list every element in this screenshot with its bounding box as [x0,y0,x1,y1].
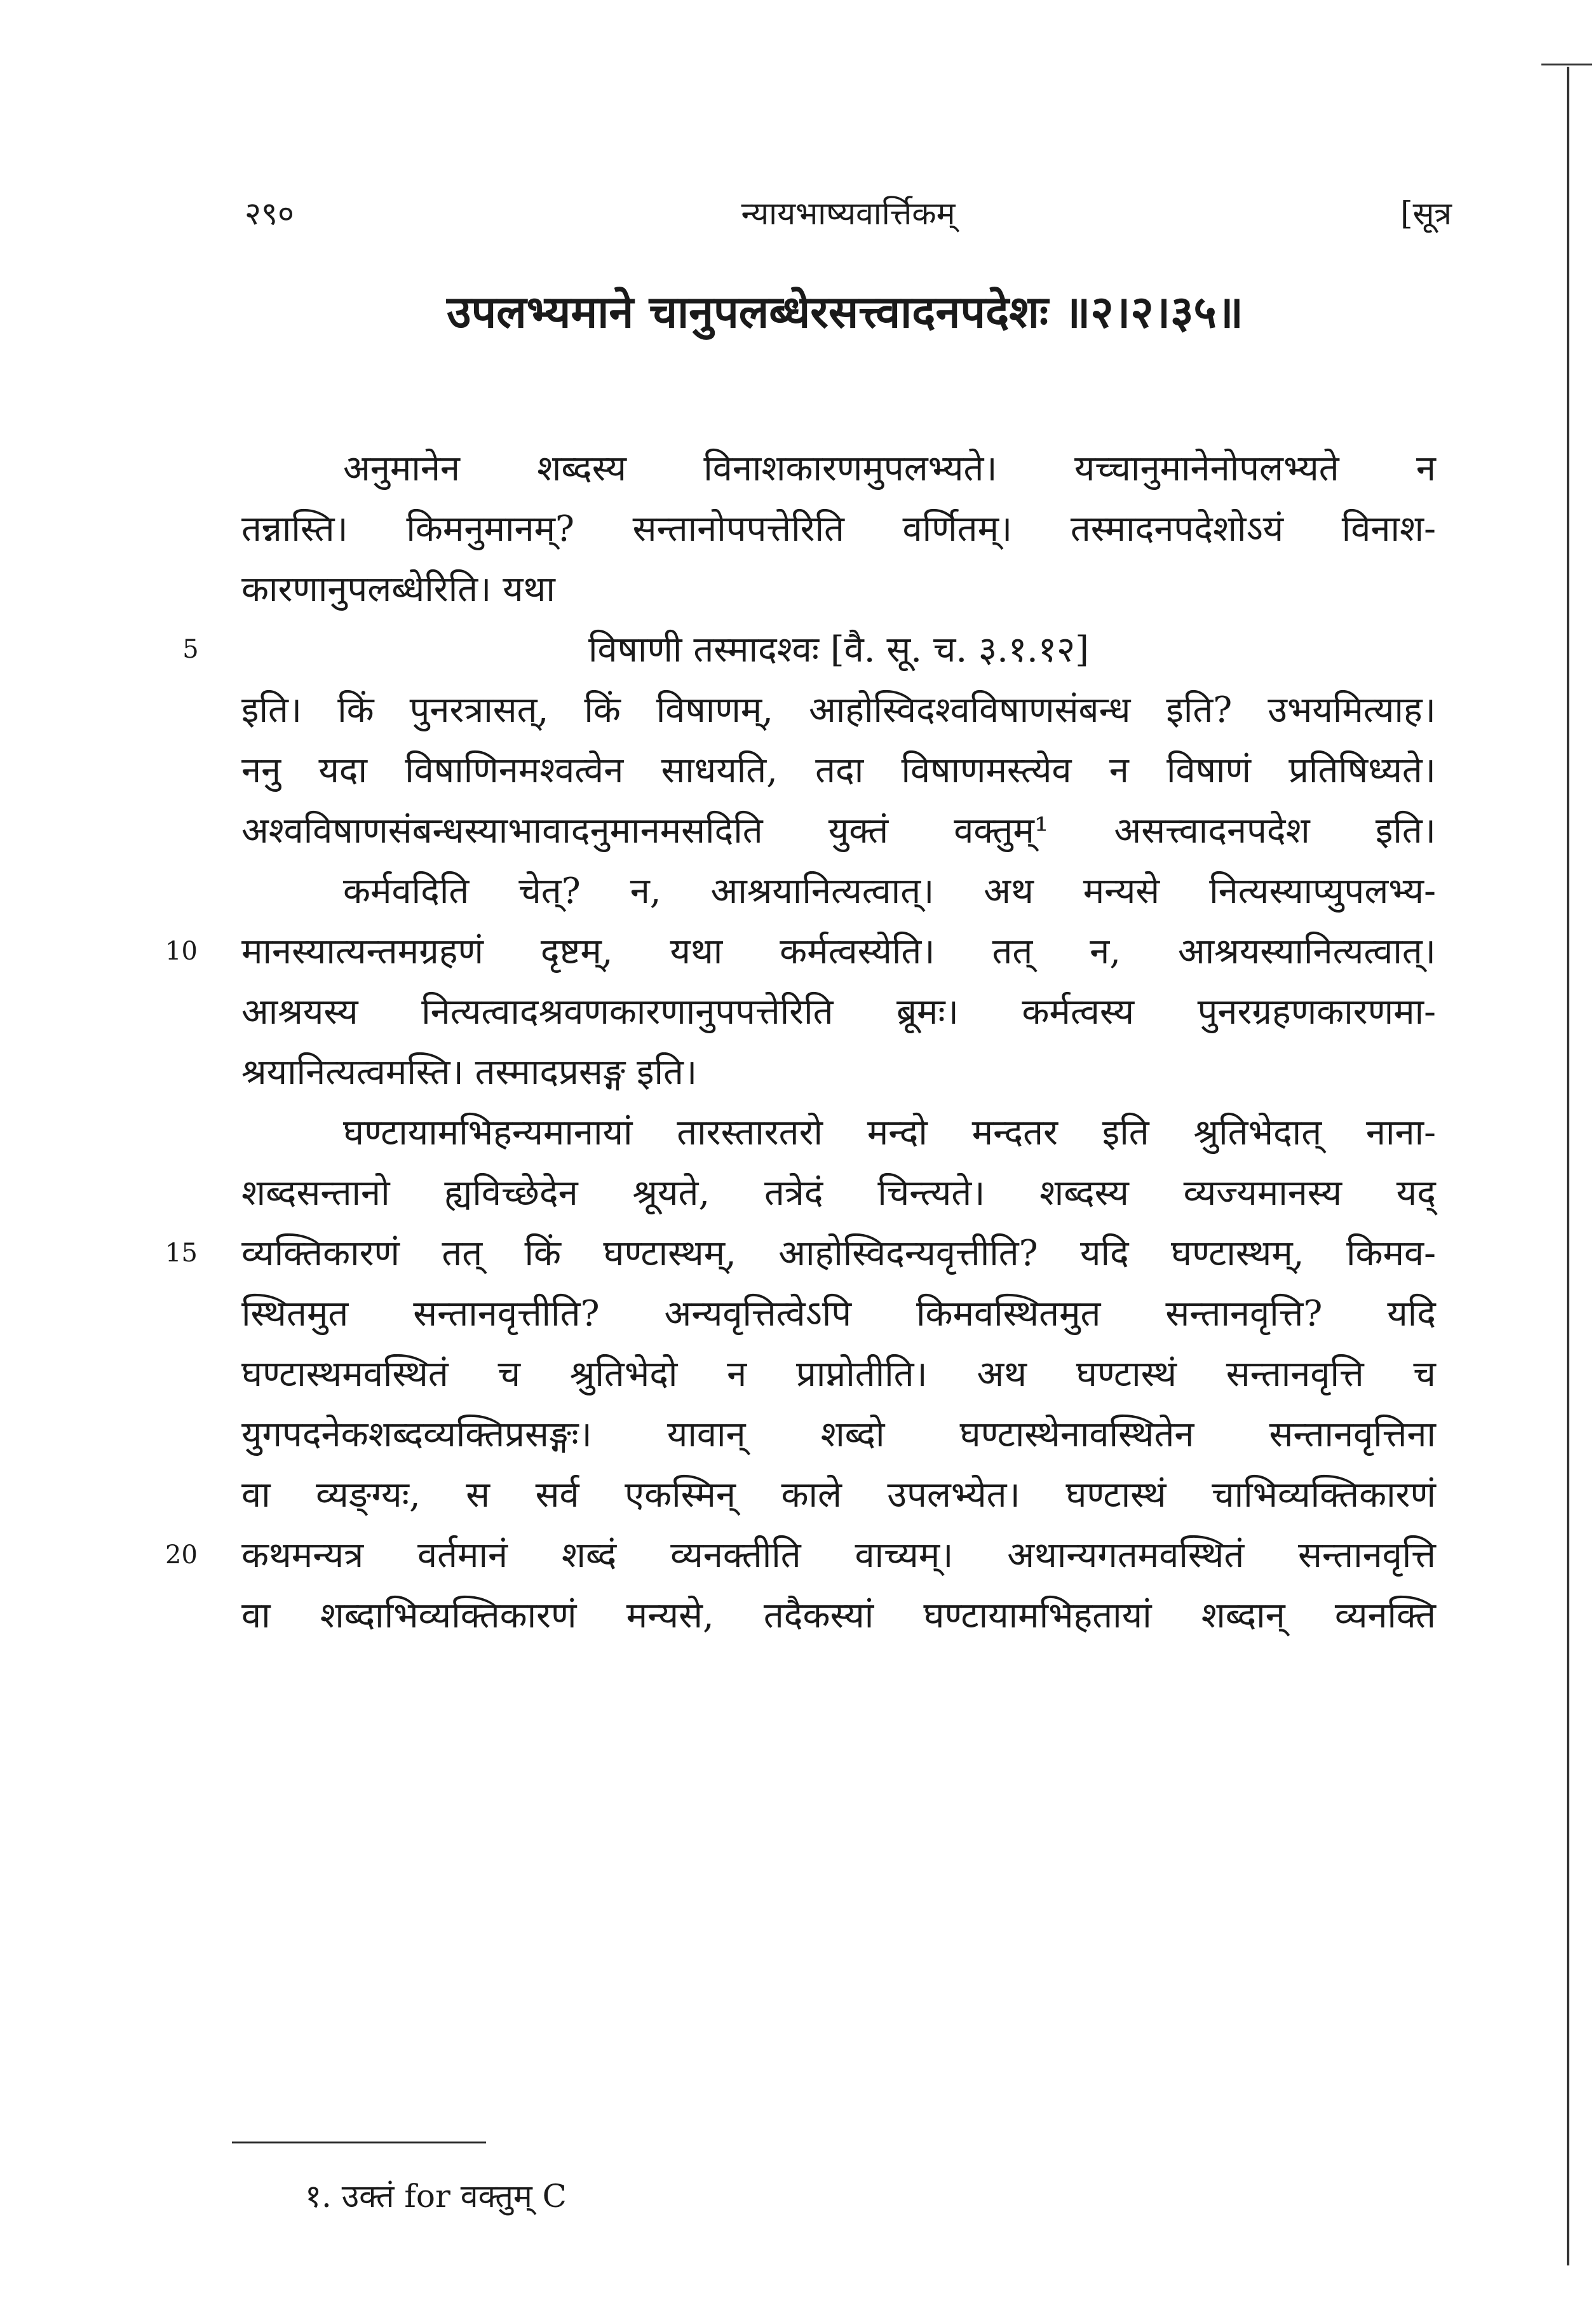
text-line [165,921,1436,982]
text-line [241,1404,1436,1465]
text-line [241,1465,1436,1525]
line-text: कथमन्यत्र वर्तमानं शब्दं व्यनक्तीति वाच्यम्। अथान्यगतमवस्थितं सन्तानवृत्ति [241,1535,1436,1576]
line-text: कर्मवदिति चेत्? न, आश्रयानित्यत्वात्। अथ मन्यसे नित्यस्याप्युपलभ्य- [343,871,1436,912]
text-line-quote [182,620,1436,680]
line-text: तन्नास्ति। किमनुमानम्? सन्तानोपपत्तेरिति वर्णितम्। तस्मादनपदेशोऽयं विनाश- [241,508,1436,550]
running-title: न्यायभाष्यवार्त्तिकम् [741,195,956,232]
text-line [241,1284,1436,1344]
text-line [241,1103,1436,1163]
text-line [241,861,1436,921]
line-text: स्थितमुत सन्तानवृत्तीति? अन्यवृत्तित्वेऽपि किमवस्थितमुत सन्तानवृत्ति? यदि [241,1293,1436,1334]
line-text: युगपदनेकशब्दव्यक्तिप्रसङ्गः। यावान् शब्दो घण्टास्थेनावस्थितेन सन्तानवृत्तिना [241,1414,1436,1455]
text-line [241,740,1436,801]
line-text: अनुमानेन शब्दस्य विनाशकारणमुपलभ्यते। यच्चानुमानेनोपलभ्यते न [343,448,1436,489]
line-text: वा व्यङ्ग्यः, स सर्व एकस्मिन् काले उपलभ्येत। घण्टास्थं चाभिव्यक्तिकारणं [241,1474,1436,1516]
line-text: आश्रयस्य नित्यत्वादश्रवणकारणानुपपत्तेरिति ब्रूमः। कर्मत्वस्य पुनरग्रहणकारणमा- [241,991,1436,1033]
line-number: 20 [165,1540,198,1570]
line-number: 15 [165,1239,198,1268]
page-edge-rule [1567,67,1569,2265]
line-text: वा शब्दाभिव्यक्तिकारणं मन्यसे, तदैकस्यां घण्टायामभिहतायां शब्दान् व्यनक्ति [241,1595,1436,1636]
footnote: १. उक्तं for वक्तुम् C [305,2178,567,2215]
running-head [245,191,1452,241]
line-text: घण्टायामभिहन्यमानायां तारस्तारतरो मन्दो मन्दतर इति श्रुतिभेदात् नाना- [343,1112,1436,1153]
text-line [241,559,1436,620]
line-text: श्रयानित्यत्वमस्ति। तस्मादप्रसङ्ग इति। [241,1052,698,1093]
line-text: मानस्यात्यन्तमग्रहणं दृष्टम्, यथा कर्मत्वस्येति। तत् न, आश्रयस्यानित्यत्वात्। [241,931,1436,972]
text-line [241,499,1436,559]
line-text: व्यक्तिकारणं तत् किं घण्टास्थम्, आहोस्विदन्यवृत्तीति? यदि घण्टास्थम्, किमव- [241,1233,1436,1274]
line-text: ननु यदा विषाणिनमश्वत्वेन साधयति, तदा विषाणमस्त्येव न विषाणं प्रतिषिध्यते। [241,750,1436,791]
footnote-rule [232,2142,486,2143]
commentary-text [165,438,1436,1646]
line-text: इति। किं पुनरत्रासत्, किं विषाणम्, आहोस्विदश्वविषाणसंबन्ध इति? उभयमित्याह। [241,689,1436,731]
line-text: शब्दसन्तानो ह्यविच्छेदेन श्रूयते, तत्रेदं चिन्त्यते। शब्दस्य व्यज्यमानस्य यद् [241,1172,1436,1214]
text-line [165,1525,1436,1585]
text-line [241,1042,1436,1103]
line-number: 5 [182,635,199,664]
page-edge-tick [1541,64,1592,65]
text-line [241,982,1436,1042]
text-line [241,1585,1436,1646]
text-line [165,1223,1436,1284]
text-line [241,438,1436,499]
line-text: विषाणी तस्मादश्वः [वै. सू. च. ३.१.१२] [588,629,1089,670]
text-line [241,1163,1436,1223]
text-line [241,1344,1436,1404]
line-number: 10 [165,937,198,966]
text-line [241,801,1436,861]
sutra-heading: उपलभ्यमाने चानुपलब्धेरसत्त्वादनपदेशः ॥२।२।३५॥ [447,285,1243,338]
page-number: २९० [245,195,294,232]
section-label: [सूत्र [1400,195,1452,232]
line-text: घण्टास्थमवस्थितं च श्रुतिभेदो न प्राप्नोतीति। अथ घण्टास्थं सन्तानवृत्ति च [241,1354,1436,1395]
text-line [241,680,1436,740]
line-text: कारणानुपलब्धेरिति। यथा [241,569,555,610]
line-text: अश्वविषाणसंबन्धस्याभावादनुमानमसदिति युक्तं वक्तुम्¹ असत्त्वादनपदेश इति। [241,810,1436,852]
